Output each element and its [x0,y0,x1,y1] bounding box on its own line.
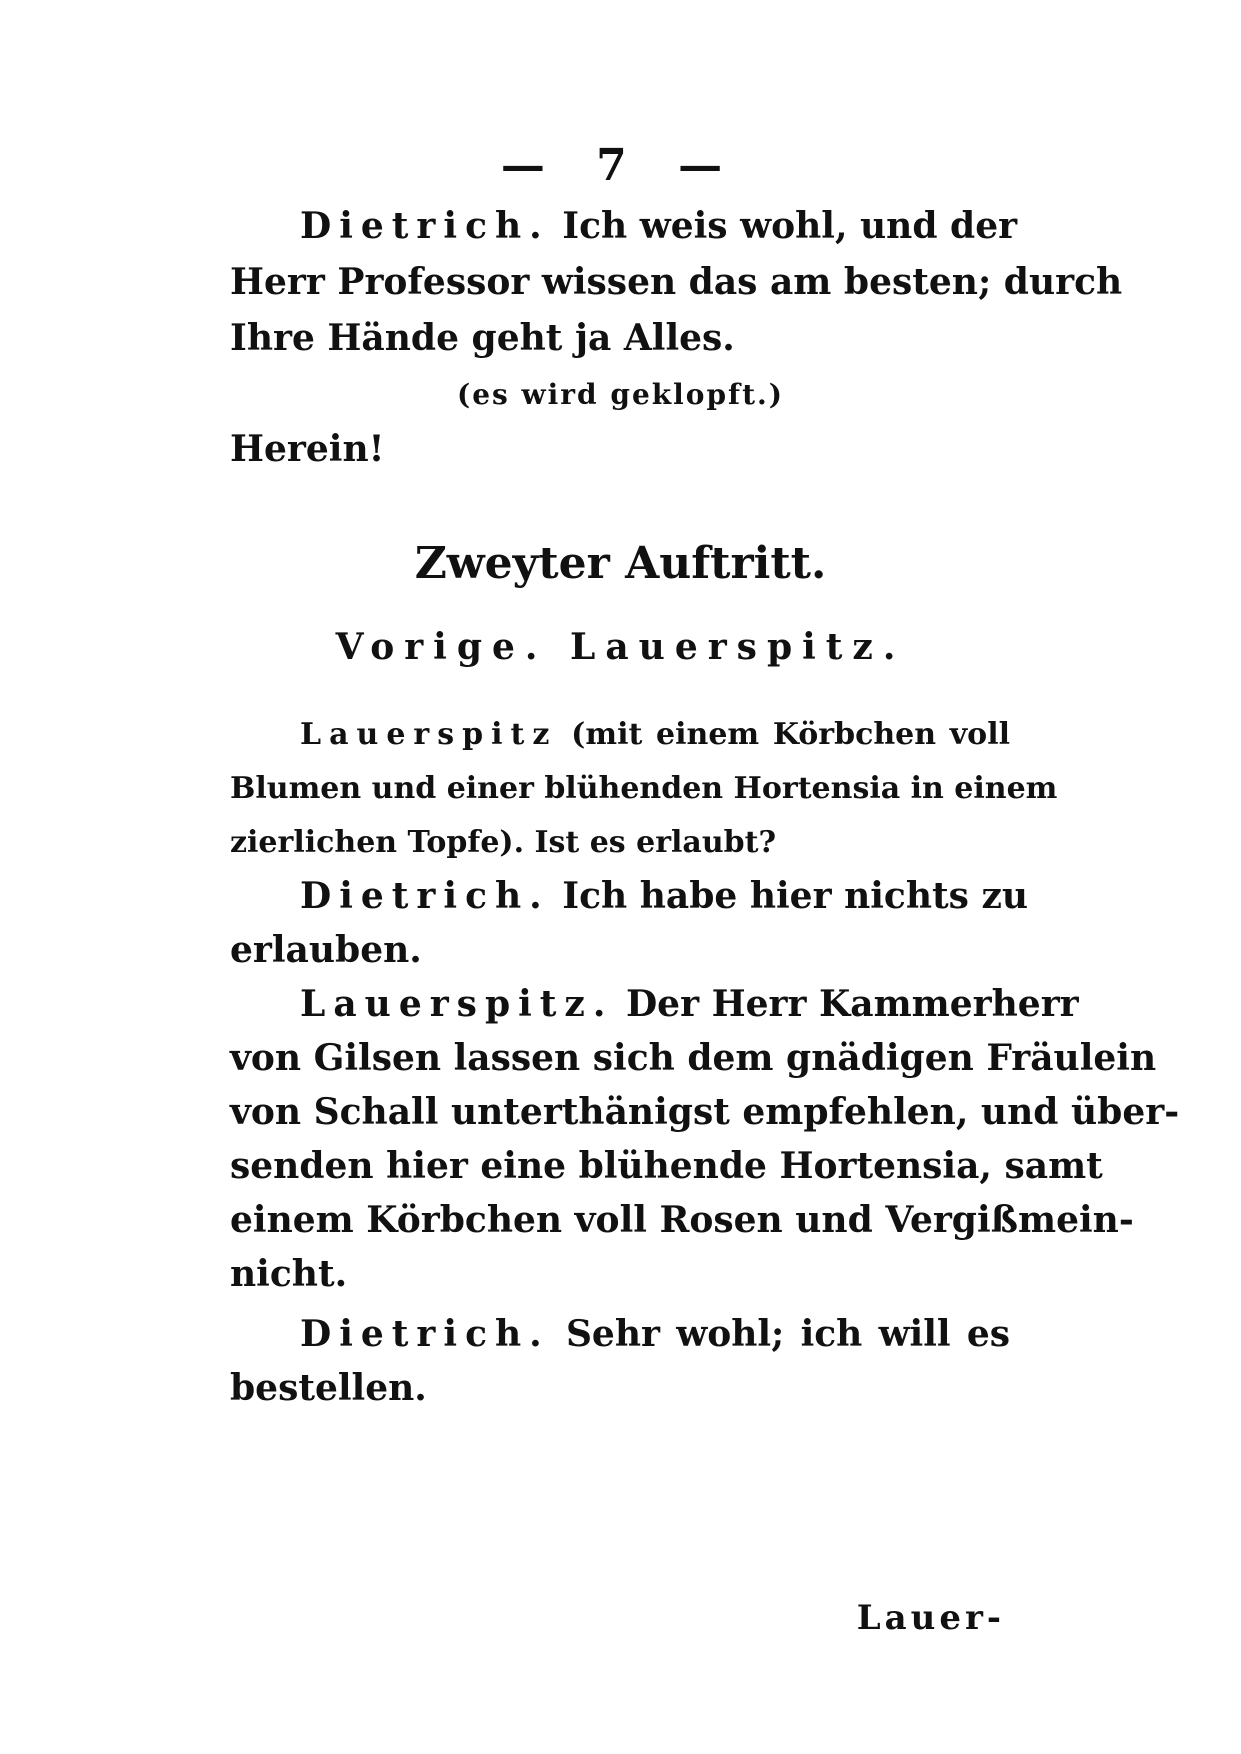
text-line: einem Körbchen voll Rosen und Vergißmein- [230,1199,1134,1241]
catchword: Lauer- [856,1598,1005,1638]
speaker-name: Dietrich. [300,205,550,247]
dialogue-line [300,1313,1010,1356]
scene-title: Zweyter Auftritt. [414,538,827,589]
dialogue-line [300,717,1010,753]
speaker-name: Lauerspitz [300,717,558,752]
text-line: von Schall unterthänigst empfehlen, und über- [230,1091,1180,1133]
stage-direction-inline: (mit einem Körbchen voll [571,717,1010,752]
text-line: zierlichen Topfe). Ist es erlaubt? [230,825,777,860]
speech-text: Sehr wohl; ich will es [565,1313,1010,1355]
text-line: Herein! [230,428,385,470]
speaker-name: Dietrich. [300,875,550,917]
speaker-name: Lauerspitz. [300,983,614,1025]
text-line: Ihre Hände geht ja Alles. [230,317,735,359]
scene-characters: Vorige. Lauerspitz. [335,626,906,668]
speaker-name: Dietrich. [300,1313,550,1355]
stage-direction: (es wird geklopft.) [456,378,785,411]
text-line: von Gilsen lassen sich dem gnädigen Fräulein [230,1037,1157,1079]
speech-text: Ich habe hier nichts zu [562,875,1029,917]
stage-direction-line: Blumen und einer blühenden Hortensia in einem [230,771,1058,806]
speech-text: Der Herr Kammerherr [625,983,1079,1025]
text-line: nicht. [230,1253,348,1295]
speech-text: Ich weis wohl, und der [562,205,1018,247]
dialogue-line [300,983,1079,1026]
page-number: — 7 — [500,140,741,191]
text-line: erlauben. [230,929,422,971]
text-line: senden hier eine blühende Hortensia, samt [230,1145,1103,1187]
text-line: bestellen. [230,1367,427,1409]
dialogue-line [300,205,1018,248]
dialogue-line [300,875,1029,918]
text-line: Herr Professor wissen das am besten; durch [230,261,1123,303]
